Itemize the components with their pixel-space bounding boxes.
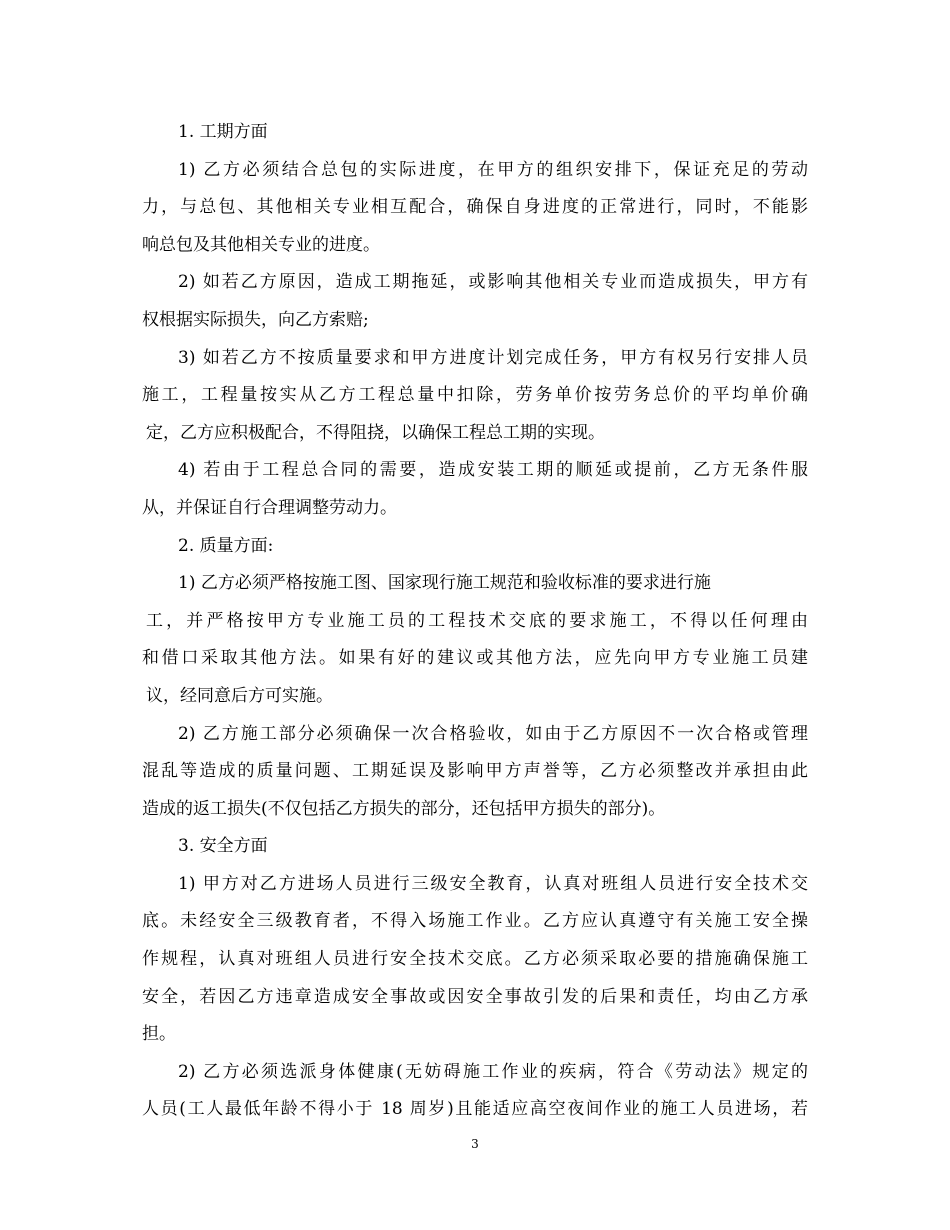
page-number: 3 [471, 1137, 479, 1151]
paragraph-line: 1) 乙方必须结合总包的实际进度，在甲方的组织安排下，保证充足的劳动 [178, 159, 808, 180]
paragraph-line: 2) 如若乙方原因，造成工期拖延，或影响其他相关专业而造成损失，甲方有 [178, 272, 808, 293]
paragraph-line: 2) 乙方必须选派身体健康(无妨碍施工作业的疾病，符合《劳动法》规定的 [178, 1061, 808, 1082]
section-heading-safety: 3. 安全方面 [178, 836, 268, 857]
paragraph-line: 施工，工程量按实从乙方工程总量中扣除，劳务单价按劳务总价的平均单价确 [142, 385, 808, 406]
paragraph-line: 工，并严格按甲方专业施工员的工程技术交底的要求施工，不得以任何理由 [146, 610, 808, 631]
paragraph-line: 担。 [142, 1024, 176, 1045]
section-heading-schedule: 1. 工期方面 [178, 122, 268, 142]
paragraph-line: 定，乙方应积极配合，不得阻挠，以确保工程总工期的实现。 [146, 422, 605, 443]
paragraph-line: 响总包及其他相关专业的进度。 [142, 234, 380, 255]
paragraph-line: 混乱等造成的质量问题、工期延误及影响甲方声誉等，乙方必须整改并承担由此 [142, 761, 808, 782]
paragraph-line: 3) 如若乙方不按质量要求和甲方进度计划完成任务，甲方有权另行安排人员 [178, 347, 808, 368]
paragraph-line: 底。未经安全三级教育者，不得入场施工作业。乙方应认真遵守有关施工安全操 [142, 911, 808, 932]
paragraph-line: 1) 乙方必须严格按施工图、国家现行施工规范和验收标准的要求进行施 [178, 573, 711, 594]
paragraph-line: 和借口采取其他方法。如果有好的建议或其他方法，应先向甲方专业施工员建 [142, 648, 808, 669]
paragraph-line: 2) 乙方施工部分必须确保一次合格验收，如由于乙方原因不一次合格或管理 [178, 723, 808, 744]
paragraph-line: 作规程，认真对班组人员进行安全技术交底。乙方必须采取必要的措施确保施工 [142, 949, 808, 970]
section-heading-quality: 2. 质量方面: [178, 535, 274, 556]
paragraph-line: 力，与总包、其他相关专业相互配合，确保自身进度的正常进行，同时，不能影 [142, 197, 808, 218]
paragraph-line: 1) 甲方对乙方进场人员进行三级安全教育，认真对班组人员进行安全技术交 [178, 873, 808, 894]
paragraph-line: 从，并保证自行合理调整劳动力。 [142, 497, 397, 518]
paragraph-line: 议，经同意后方可实施。 [146, 685, 333, 706]
paragraph-line: 造成的返工损失(不仅包括乙方损失的部分，还包括甲方损失的部分)。 [142, 798, 666, 819]
document-body [142, 114, 808, 1129]
paragraph-line: 权根据实际损失，向乙方索赔; [142, 309, 369, 330]
paragraph-line: 人员(工人最低年龄不得小于 18 周岁)且能适应高空夜间作业的施工人员进场，若 [142, 1099, 808, 1120]
paragraph-line: 安全，若因乙方违章造成安全事故或因安全事故引发的后果和责任，均由乙方承 [142, 986, 808, 1007]
paragraph-line: 4) 若由于工程总合同的需要，造成安装工期的顺延或提前，乙方无条件服 [178, 460, 808, 481]
